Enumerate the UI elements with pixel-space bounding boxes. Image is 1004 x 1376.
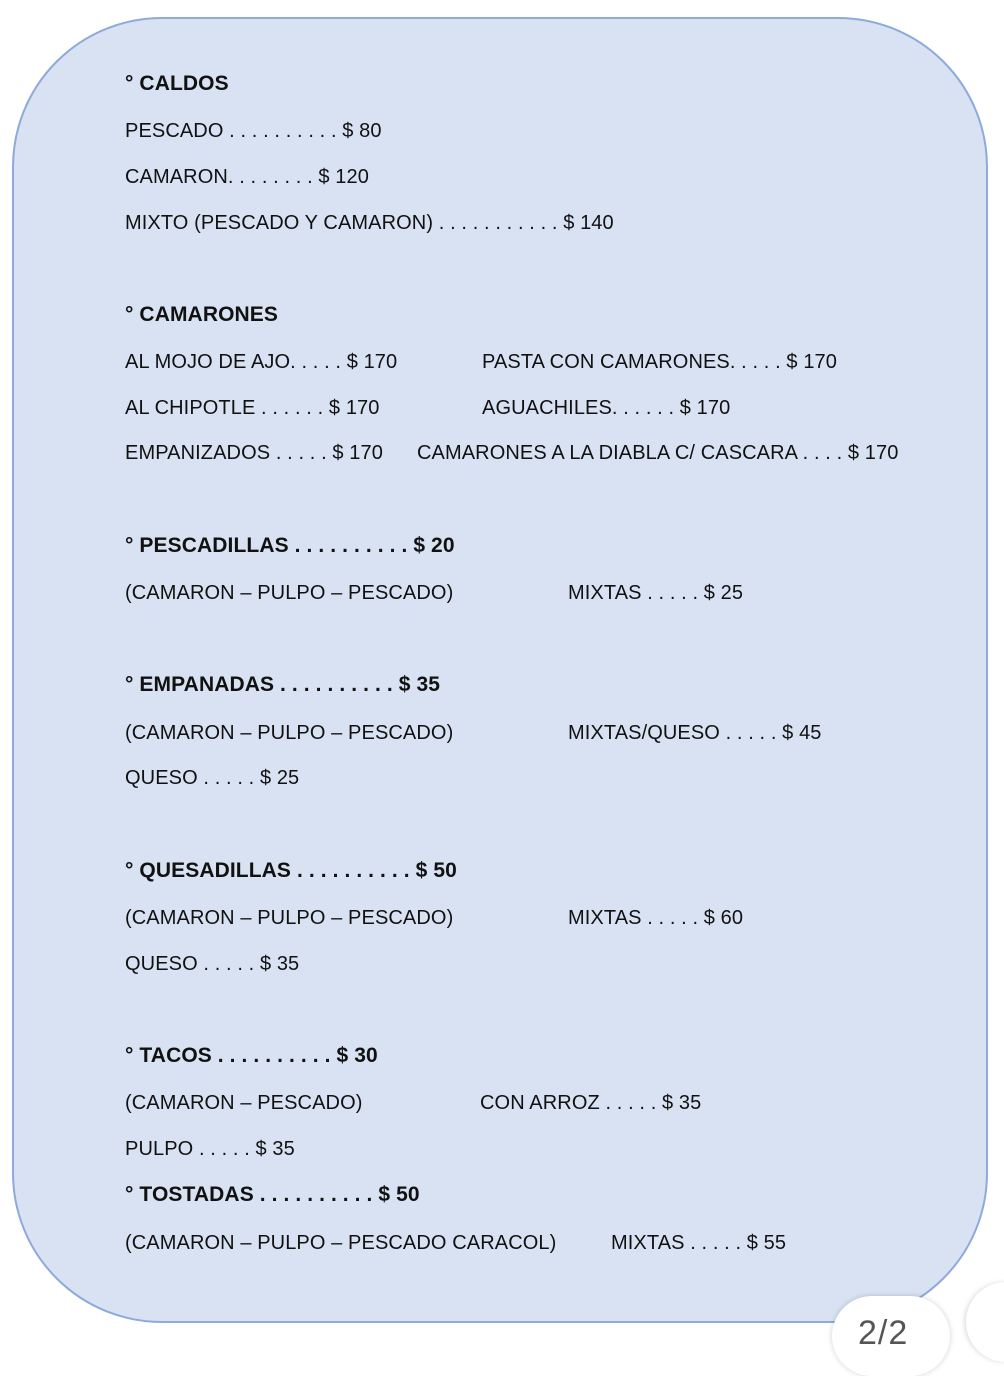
menu-item: PASTA CON CAMARONES. . . . . $ 170: [482, 351, 837, 373]
menu-item-fillings: (CAMARON – PULPO – PESCADO): [125, 582, 454, 604]
menu-item-fillings: (CAMARON – PULPO – PESCADO CARACOL): [125, 1232, 557, 1254]
menu-item: QUESO . . . . . $ 35: [125, 953, 300, 975]
menu-item: PESCADO . . . . . . . . . . $ 80: [125, 120, 382, 142]
menu-item: AL CHIPOTLE . . . . . . $ 170: [125, 397, 380, 419]
menu-item: MIXTAS . . . . . $ 25: [568, 582, 744, 604]
menu-item: MIXTO (PESCADO Y CAMARON) . . . . . . . . . . . $ 140: [125, 212, 614, 234]
next-page-button[interactable]: [966, 1282, 1004, 1362]
page-indicator-label: 2/2: [858, 1314, 909, 1352]
section-heading-empanadas: ° EMPANADAS . . . . . . . . . . $ 35: [125, 673, 441, 696]
menu-item: CON ARROZ . . . . . $ 35: [480, 1092, 702, 1114]
menu-item: MIXTAS/QUESO . . . . . $ 45: [568, 722, 822, 744]
menu-item-fillings: (CAMARON – PULPO – PESCADO): [125, 722, 454, 744]
section-heading-quesadillas: ° QUESADILLAS . . . . . . . . . . $ 50: [125, 859, 457, 882]
menu-item: EMPANIZADOS . . . . . $ 170: [125, 442, 383, 464]
section-heading-caldos: ° CALDOS: [125, 72, 229, 95]
menu-item-fillings: (CAMARON – PULPO – PESCADO): [125, 907, 454, 929]
menu-item: PULPO . . . . . $ 35: [125, 1138, 295, 1160]
menu-item: AGUACHILES. . . . . . $ 170: [482, 397, 731, 419]
menu-item: CAMARON. . . . . . . . $ 120: [125, 166, 369, 188]
page-indicator[interactable]: [832, 1296, 950, 1376]
menu-item: CAMARONES A LA DIABLA C/ CASCARA . . . . $ 170: [417, 442, 899, 464]
menu-item: MIXTAS . . . . . $ 55: [611, 1232, 787, 1254]
section-heading-pescadillas: ° PESCADILLAS . . . . . . . . . . $ 20: [125, 534, 455, 557]
section-heading-tostadas: ° TOSTADAS . . . . . . . . . . $ 50: [125, 1183, 420, 1206]
menu-item-fillings: (CAMARON – PESCADO): [125, 1092, 363, 1114]
menu-item: AL MOJO DE AJO. . . . . $ 170: [125, 351, 398, 373]
menu-item: QUESO . . . . . $ 25: [125, 767, 300, 789]
section-heading-camarones: ° CAMARONES: [125, 303, 279, 326]
section-heading-tacos: ° TACOS . . . . . . . . . . $ 30: [125, 1044, 378, 1067]
menu-item: MIXTAS . . . . . $ 60: [568, 907, 744, 929]
